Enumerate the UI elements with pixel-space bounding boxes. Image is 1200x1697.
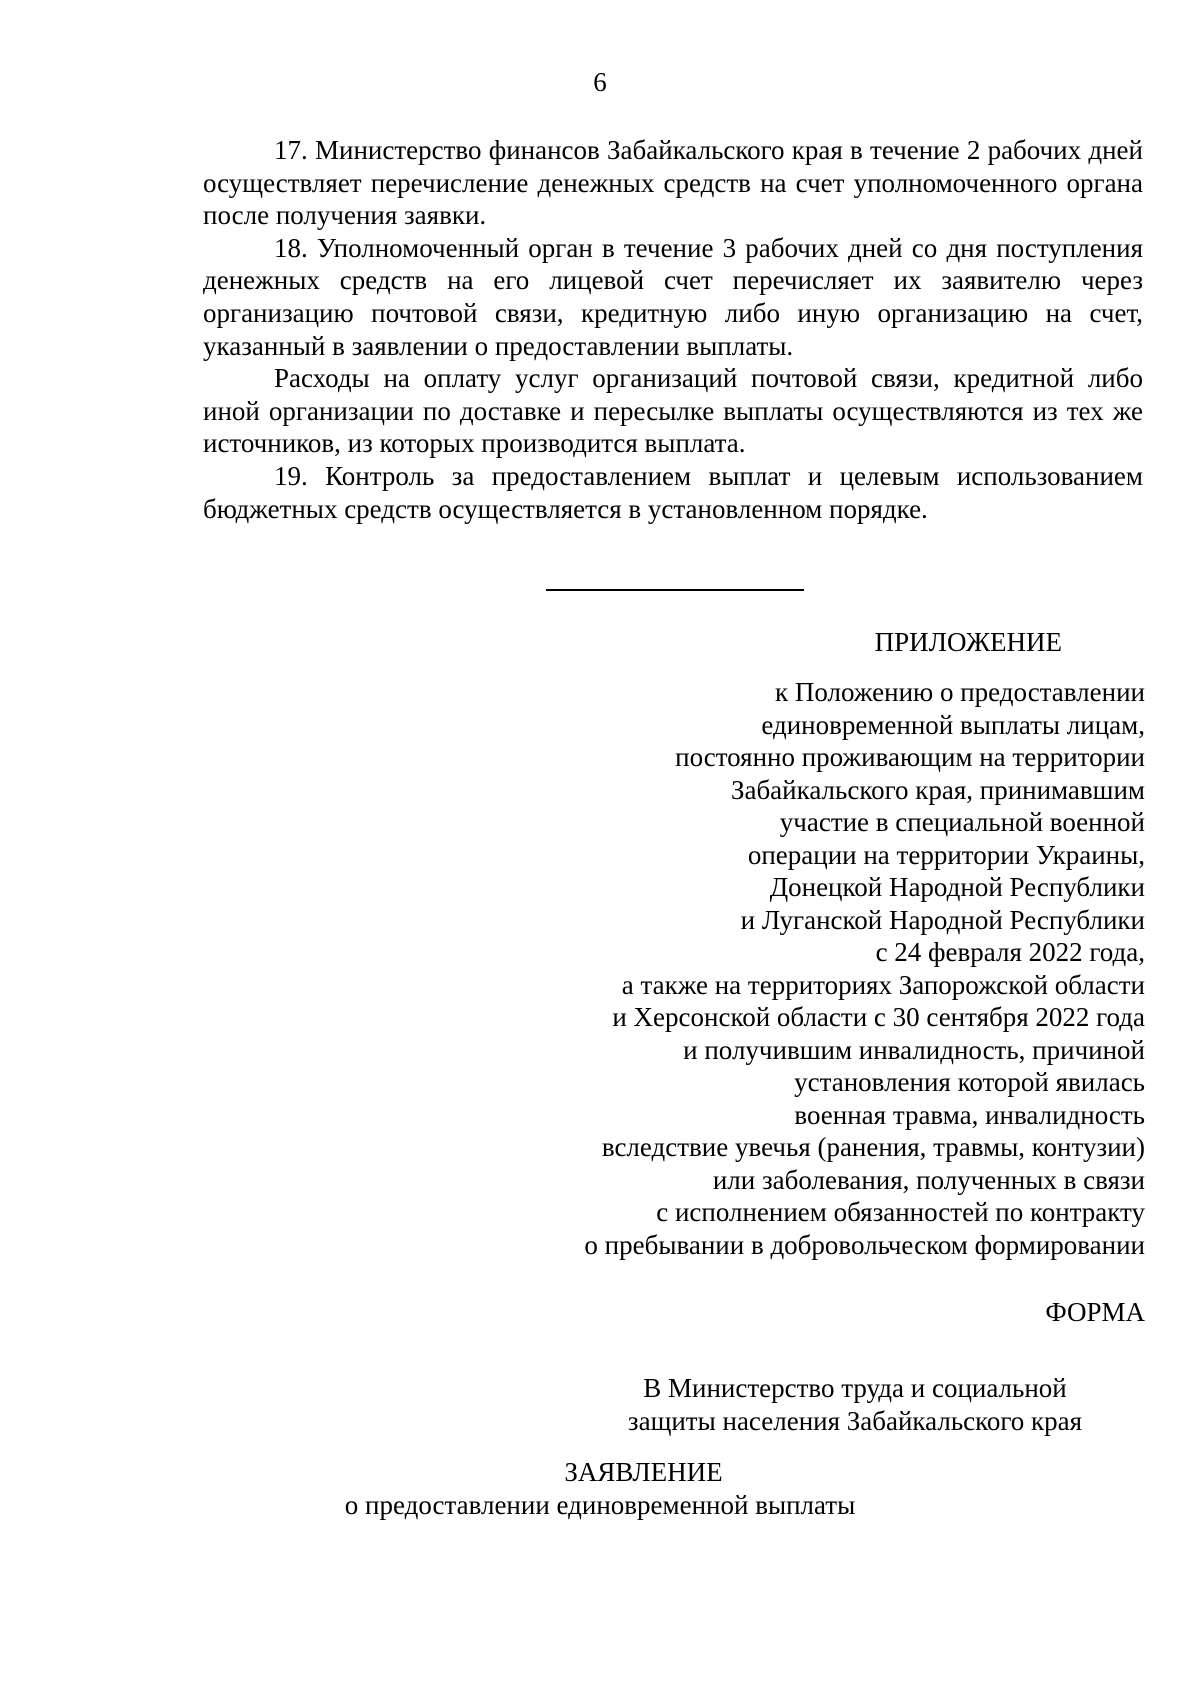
appendix-line: о пребывании в добровольческом формировании xyxy=(584,1229,1145,1260)
appendix-line: и получившим инвалидность, причиной xyxy=(683,1034,1145,1065)
appendix-line: участие в специальной военной xyxy=(779,807,1145,837)
body-text xyxy=(203,134,1143,525)
paragraph-19: 19. Контроль за предоставлением выплат и целевым использованием бюджетных средств осуществляется в установленном порядке. xyxy=(203,460,1143,524)
appendix-line: вследствие увечья (ранения, травмы, контузии) xyxy=(601,1132,1145,1162)
separator-line xyxy=(546,589,804,591)
appendix-line: установления которой явилась xyxy=(794,1067,1145,1097)
appendix-line: Донецкой Народной Республики xyxy=(769,872,1145,902)
appendix-line: и Херсонской области с 30 сентября 2022 года xyxy=(612,1002,1145,1032)
paragraph-17: 17. Министерство финансов Забайкальского края в течение 2 рабочих дней осуществляет перечисление денежных средств на счет уполномоченного органа после получения заявки. xyxy=(203,135,1143,231)
appendix-line: или заболевания, полученных в связи xyxy=(712,1164,1145,1195)
appendix-reference xyxy=(400,676,1145,1261)
appendix-title: ПРИЛОЖЕНИЕ xyxy=(874,627,1062,657)
appendix-line: постоянно проживающим на территории xyxy=(675,742,1145,772)
addressee-block xyxy=(560,1372,1150,1437)
appendix-line: операции на территории Украины, xyxy=(747,839,1145,870)
paragraph-18: 18. Уполномоченный орган в течение 3 рабочих дней со дня поступления денежных средств на его лицевой счет перечисляет их заявителю через организацию почтовой связи, кредитную либо иную организацию на счет, указанный в заявлении о предоставлении выплаты. xyxy=(203,232,1143,361)
page-number: 6 xyxy=(593,67,607,97)
addressee-line: защиты населения Забайкальского края xyxy=(627,1405,1083,1436)
appendix-line: а также на территориях Запорожской области xyxy=(621,969,1145,1000)
appendix-line: к Положению о предоставлении xyxy=(775,677,1145,707)
paragraph-expenses: Расходы на оплату услуг организаций почтовой связи, кредитной либо иной организации по доставке и пересылке выплаты осуществляются из тех же источников, из которых производится выплата. xyxy=(203,363,1143,459)
appendix-line: с исполнением обязанностей по контракту xyxy=(656,1197,1145,1227)
form-label: ФОРМА xyxy=(1045,1297,1145,1327)
appendix-line: единовременной выплаты лицам, xyxy=(761,709,1145,740)
appendix-line: с 24 февраля 2022 года, xyxy=(875,937,1145,967)
appendix-line: и Луганской Народной Республики xyxy=(740,904,1145,935)
statement-title: ЗАЯВЛЕНИЕ xyxy=(564,1457,723,1487)
appendix-line: Забайкальского края, принимавшим xyxy=(730,774,1145,805)
addressee-line: В Министерство труда и социальной xyxy=(643,1373,1067,1403)
appendix-line: военная травма, инвалидность xyxy=(794,1099,1145,1130)
statement-subtitle: о предоставлении единовременной выплаты xyxy=(344,1490,856,1520)
